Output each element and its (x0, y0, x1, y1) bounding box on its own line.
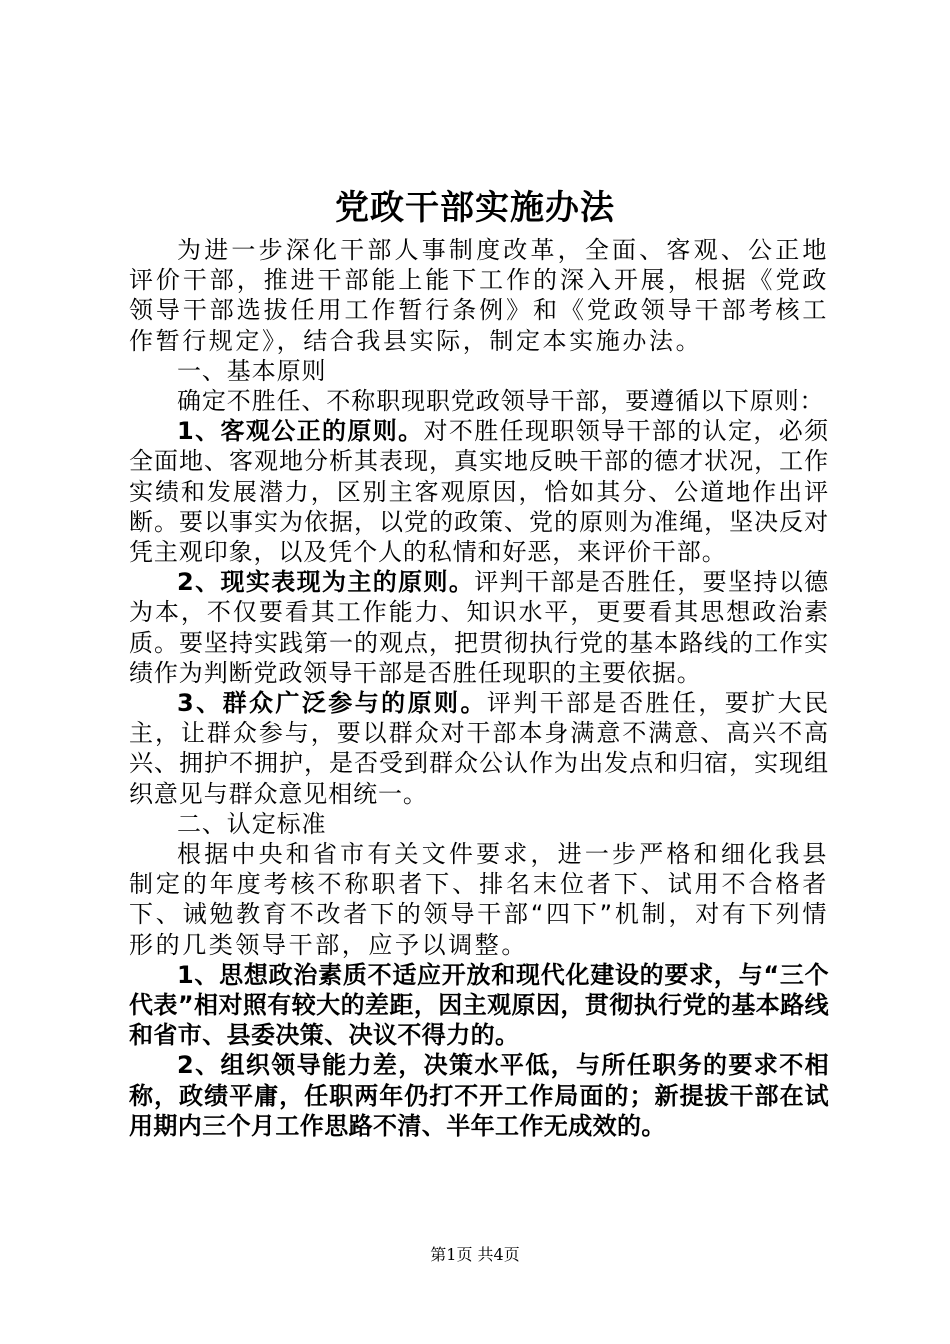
principle-title-2: 2、现实表现为主的原则。 (177, 568, 475, 597)
document-body (129, 235, 829, 1141)
section-heading-basic-principles: 一、基本原则 (177, 356, 327, 385)
section-heading-criteria: 二、认定标准 (177, 809, 327, 838)
principle-text-1: 对不胜任现职领导干部的认定，必须全面地、客观地分析其表现，真实地反映干部的德才状况，工作实绩和发展潜力，区别主客观原因，恰如其分、公道地作出评断。要以事实为依据，以党的政策、党的原则为准绳，坚决反对凭主观印象，以及凭个人的私情和好恶，来评价干部。 (129, 417, 830, 567)
principle-paragraph-1 (129, 416, 829, 567)
page-number-footer: 第1页 共4页 (430, 1245, 520, 1264)
principle-title-1: 1、客观公正的原则。 (177, 417, 424, 446)
principle-paragraph-3 (129, 688, 829, 809)
criteria-item-2: 2、组织领导能力差，决策水平低，与所任职务的要求不相称，政绩平庸，任职两年仍打不开工作局面的；新提拔干部在试用期内三个月工作思路不清、半年工作无成效的。 (129, 1051, 829, 1140)
document-title: 党政干部实施办法 (335, 188, 615, 228)
principle-title-3: 3、群众广泛参与的原则。 (177, 689, 487, 718)
principle-paragraph-2 (129, 567, 829, 688)
principle-text-3: 评判干部是否胜任，要扩大民主，让群众参与，要以群众对干部本身满意不满意、高兴不高兴、拥护不拥护，是否受到群众公认作为出发点和归宿，实现组织意见与群众意见相统一。 (129, 689, 830, 808)
intro-paragraph: 为进一步深化干部人事制度改革，全面、客观、公正地评价干部，推进干部能上能下工作的深入开展，根据《党政领导干部选拔任用工作暂行条例》和《党政领导干部考核工作暂行规定》，结合我县实际，制定本实施办法。 (129, 236, 829, 355)
principle-text-2: 评判干部是否胜任，要坚持以德为本，不仅要看其工作能力、知识水平，更要看其思想政治素质。要坚持实践第一的观点，把贯彻执行党的基本路线的工作实绩作为判断党政领导干部是否胜任现职的主要依据。 (129, 568, 830, 687)
section1-lead-paragraph: 确定不胜任、不称职现职党政领导干部，要遵循以下原则： (177, 387, 825, 416)
criteria-item-1: 1、思想政治素质不适应开放和现代化建设的要求，与“三个代表”相对照有较大的差距，因主观原因，贯彻执行党的基本路线和省市、县委决策、决议不得力的。 (129, 960, 829, 1050)
section2-lead-paragraph: 根据中央和省市有关文件要求，进一步严格和细化我县制定的年度考核不称职者下、排名末位者下、试用不合格者下、诫勉教育不改者下的领导干部“四下”机制，对有下列情形的几类领导干部，应予以调整。 (129, 840, 829, 959)
